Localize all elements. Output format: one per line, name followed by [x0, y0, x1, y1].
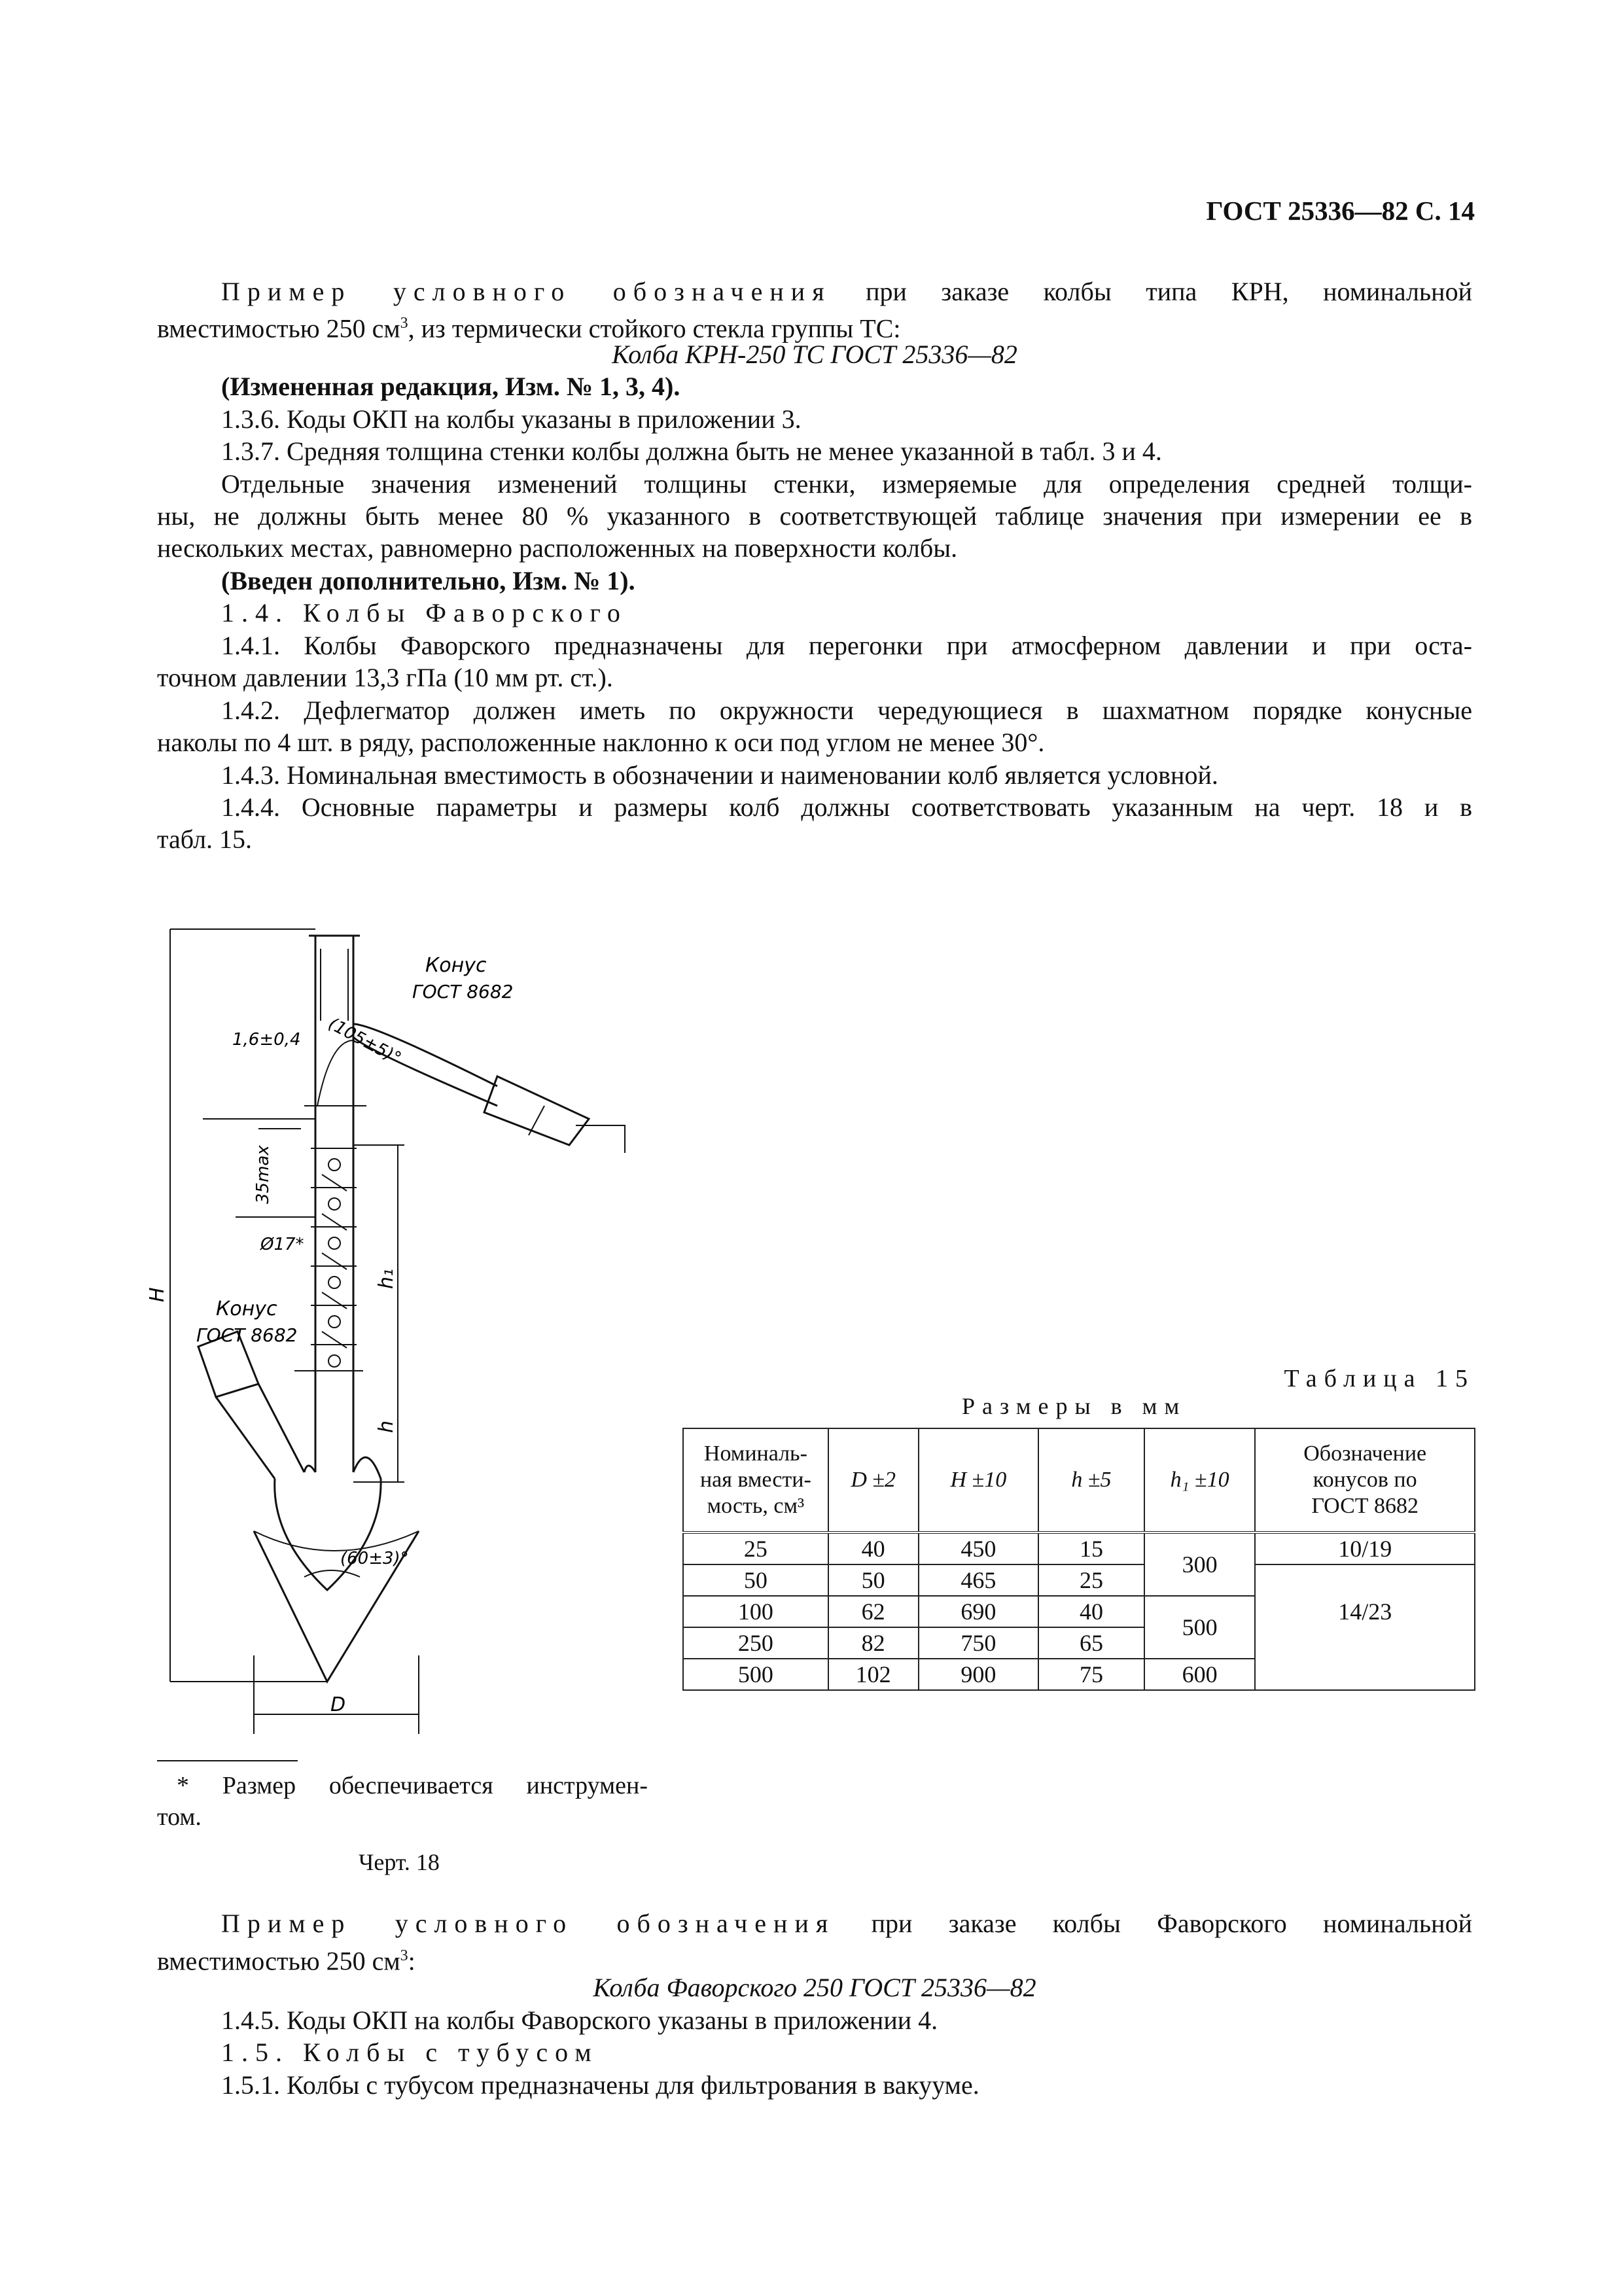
cell-h: 75	[1038, 1659, 1144, 1690]
dimensions-table	[682, 1428, 1475, 1691]
example-2-rest: при заказе колбы Фаворского номинальной	[835, 1909, 1472, 1938]
cell-D: 40	[828, 1532, 919, 1564]
footnote-line-2: том.	[157, 1803, 202, 1831]
cell-h: 65	[1038, 1627, 1144, 1659]
amendment-note-2: (Введен дополнительно, Изм. № 1).	[221, 566, 635, 595]
section-1-4-title: 1.4. Колбы Фаворского	[221, 598, 627, 627]
example-2-sup: 3	[400, 1947, 408, 1964]
diameter-D-dim: D	[330, 1693, 346, 1716]
bottom-angle-dim: (60±3)°	[340, 1549, 409, 1568]
example-2-lead: Пример условного обозначения	[221, 1909, 836, 1938]
cell-volume: 25	[683, 1532, 828, 1564]
col-volume-header-l3: мость, см³	[707, 1494, 805, 1518]
col-H-header: H ±10	[919, 1428, 1039, 1532]
favorsky-flask-drawing	[144, 910, 680, 1734]
example-rest: при заказе колбы типа КРН, номинальной	[831, 277, 1472, 306]
cell-volume: 250	[683, 1627, 828, 1659]
table-row	[683, 1532, 1475, 1564]
cell-volume: 50	[683, 1564, 828, 1596]
cell-D: 50	[828, 1564, 919, 1596]
col-volume-header	[683, 1428, 828, 1532]
amendment-note: (Измененная редакция, Изм. № 1, 3, 4).	[221, 372, 680, 401]
nodule-pitch-dim: 35max	[253, 1145, 273, 1204]
gost-label-side: ГОСТ 8682	[196, 1324, 298, 1346]
footnote-rule	[157, 1760, 298, 1761]
clause-1-5-1: 1.5.1. Колбы с тубусом предназначены для фильтрования в вакууме.	[221, 2070, 979, 2100]
col-cone-header-l3: ГОСТ 8682	[1311, 1494, 1419, 1518]
gost-label-top: ГОСТ 8682	[412, 981, 514, 1002]
example-2-colon: :	[408, 1946, 415, 1976]
cell-H: 900	[919, 1659, 1039, 1690]
cell-h: 25	[1038, 1564, 1144, 1596]
clause-1-4-2-line-1: 1.4.2. Дефлегматор должен иметь по окружности чередующиеся в шахматном порядке конусные	[221, 696, 1472, 725]
cell-h: 40	[1038, 1596, 1144, 1627]
wall-thickness-dim: 1,6±0,4	[232, 1030, 301, 1050]
clause-1-4-4-line-2: табл. 15.	[157, 824, 253, 854]
cell-h1-group-2: 500	[1144, 1596, 1256, 1659]
figure-caption: Черт. 18	[359, 1849, 440, 1875]
diameter-17-dim: Ø17*	[260, 1235, 304, 1254]
example-2-intro-line	[157, 1908, 1472, 1939]
cone-label-side: Конус	[216, 1298, 277, 1320]
cell-H: 450	[919, 1532, 1039, 1564]
col-cone-header	[1255, 1428, 1475, 1532]
cell-H: 750	[919, 1627, 1039, 1659]
footnote-line-1: * Размер обеспечивается инструмен-	[177, 1772, 648, 1799]
table-header-row	[683, 1428, 1475, 1532]
cell-D: 62	[828, 1596, 919, 1627]
clause-1-3-6: 1.3.6. Коды ОКП на колбы указаны в приложении 3.	[221, 404, 802, 434]
example-2-line-2	[157, 1940, 1472, 1977]
table-units: Размеры в мм	[962, 1393, 1187, 1419]
clause-1-4-2-line-2: наколы по 4 шт. в ряду, расположенные наклонно к оси под углом не менее 30°.	[157, 728, 1045, 757]
col-cone-header-l1: Обозначение	[1303, 1441, 1427, 1466]
table-row	[683, 1564, 1475, 1596]
cell-h: 15	[1038, 1532, 1144, 1564]
height-H-dim: H	[146, 1287, 169, 1302]
cell-H: 465	[919, 1564, 1039, 1596]
clause-1-4-4-line-1: 1.4.4. Основные параметры и размеры колб должны соответствовать указанным на черт. 18 и в	[221, 792, 1472, 822]
cell-h1-group-3: 600	[1144, 1659, 1256, 1690]
example-intro-line	[157, 276, 1472, 308]
example-designation: Колба КРН-250 ТС ГОСТ 25336—82	[612, 340, 1017, 369]
cell-volume: 100	[683, 1596, 828, 1627]
col-h-header: h ±5	[1038, 1428, 1144, 1532]
example-glass: , из термически стойкого стекла группы ТС:	[408, 313, 901, 344]
example-2-designation: Колба Фаворского 250 ГОСТ 25336—82	[593, 1973, 1036, 2002]
example-lead: Пример условного обозначения	[221, 277, 832, 306]
col-cone-header-l2: конусов по	[1313, 1468, 1417, 1492]
col-volume-header-l1: Номиналь-	[703, 1441, 807, 1466]
clause-1-3-7-line-2: ны, не должны быть менее 80 % указанного в соответствующей таблице значения при измерении ее в	[157, 501, 1472, 531]
cell-H: 690	[919, 1596, 1039, 1627]
clause-1-3-7-line-1: Отдельные значения изменений толщины стенки, измеряемые для определения средней толщи-	[221, 469, 1472, 499]
height-h1-dim: h₁	[375, 1268, 398, 1289]
col-h1-header: h₁ ±10	[1144, 1428, 1256, 1532]
clause-1-3-7: 1.3.7. Средняя толщина стенки колбы должна быть не менее указанной в табл. 3 и 4.	[221, 436, 1162, 466]
cell-cone-group-1: 10/19	[1255, 1532, 1475, 1564]
cell-volume: 500	[683, 1659, 828, 1690]
cell-cone-group-2: 14/23	[1255, 1564, 1475, 1690]
page-header: ГОСТ 25336—82 С. 14	[1206, 196, 1475, 226]
example-2-volume: вместимостью 250 см	[157, 1946, 400, 1976]
cell-D: 102	[828, 1659, 919, 1690]
clause-1-4-3: 1.4.3. Номинальная вместимость в обозначении и наименовании колб является условной.	[221, 760, 1218, 790]
col-volume-header-l2: ная вмести-	[699, 1468, 811, 1492]
clause-1-4-1-line-1: 1.4.1. Колбы Фаворского предназначены для перегонки при атмосферном давлении и при оста-	[221, 631, 1472, 660]
cell-h1-group-1: 300	[1144, 1532, 1256, 1596]
top-angle-dim: (105±5)°	[325, 1014, 404, 1069]
clause-1-4-1-line-2: точном давлении 13,3 гПа (10 мм рт. ст.).	[157, 663, 613, 692]
cell-D: 82	[828, 1627, 919, 1659]
example-sup: 3	[400, 315, 408, 332]
table-caption: Таблица 15	[1284, 1365, 1475, 1392]
clause-1-4-5: 1.4.5. Коды ОКП на колбы Фаворского указаны в приложении 4.	[221, 2005, 938, 2035]
section-1-5-title: 1.5. Колбы с тубусом	[221, 2038, 599, 2067]
col-D-header: D ±2	[828, 1428, 919, 1532]
example-volume: вместимостью 250 см	[157, 313, 400, 344]
height-h-dim: h	[375, 1420, 398, 1433]
clause-1-3-7-line-3: нескольких местах, равномерно расположенных на поверхности колбы.	[157, 533, 958, 563]
cone-label-top: Конус	[425, 954, 487, 977]
